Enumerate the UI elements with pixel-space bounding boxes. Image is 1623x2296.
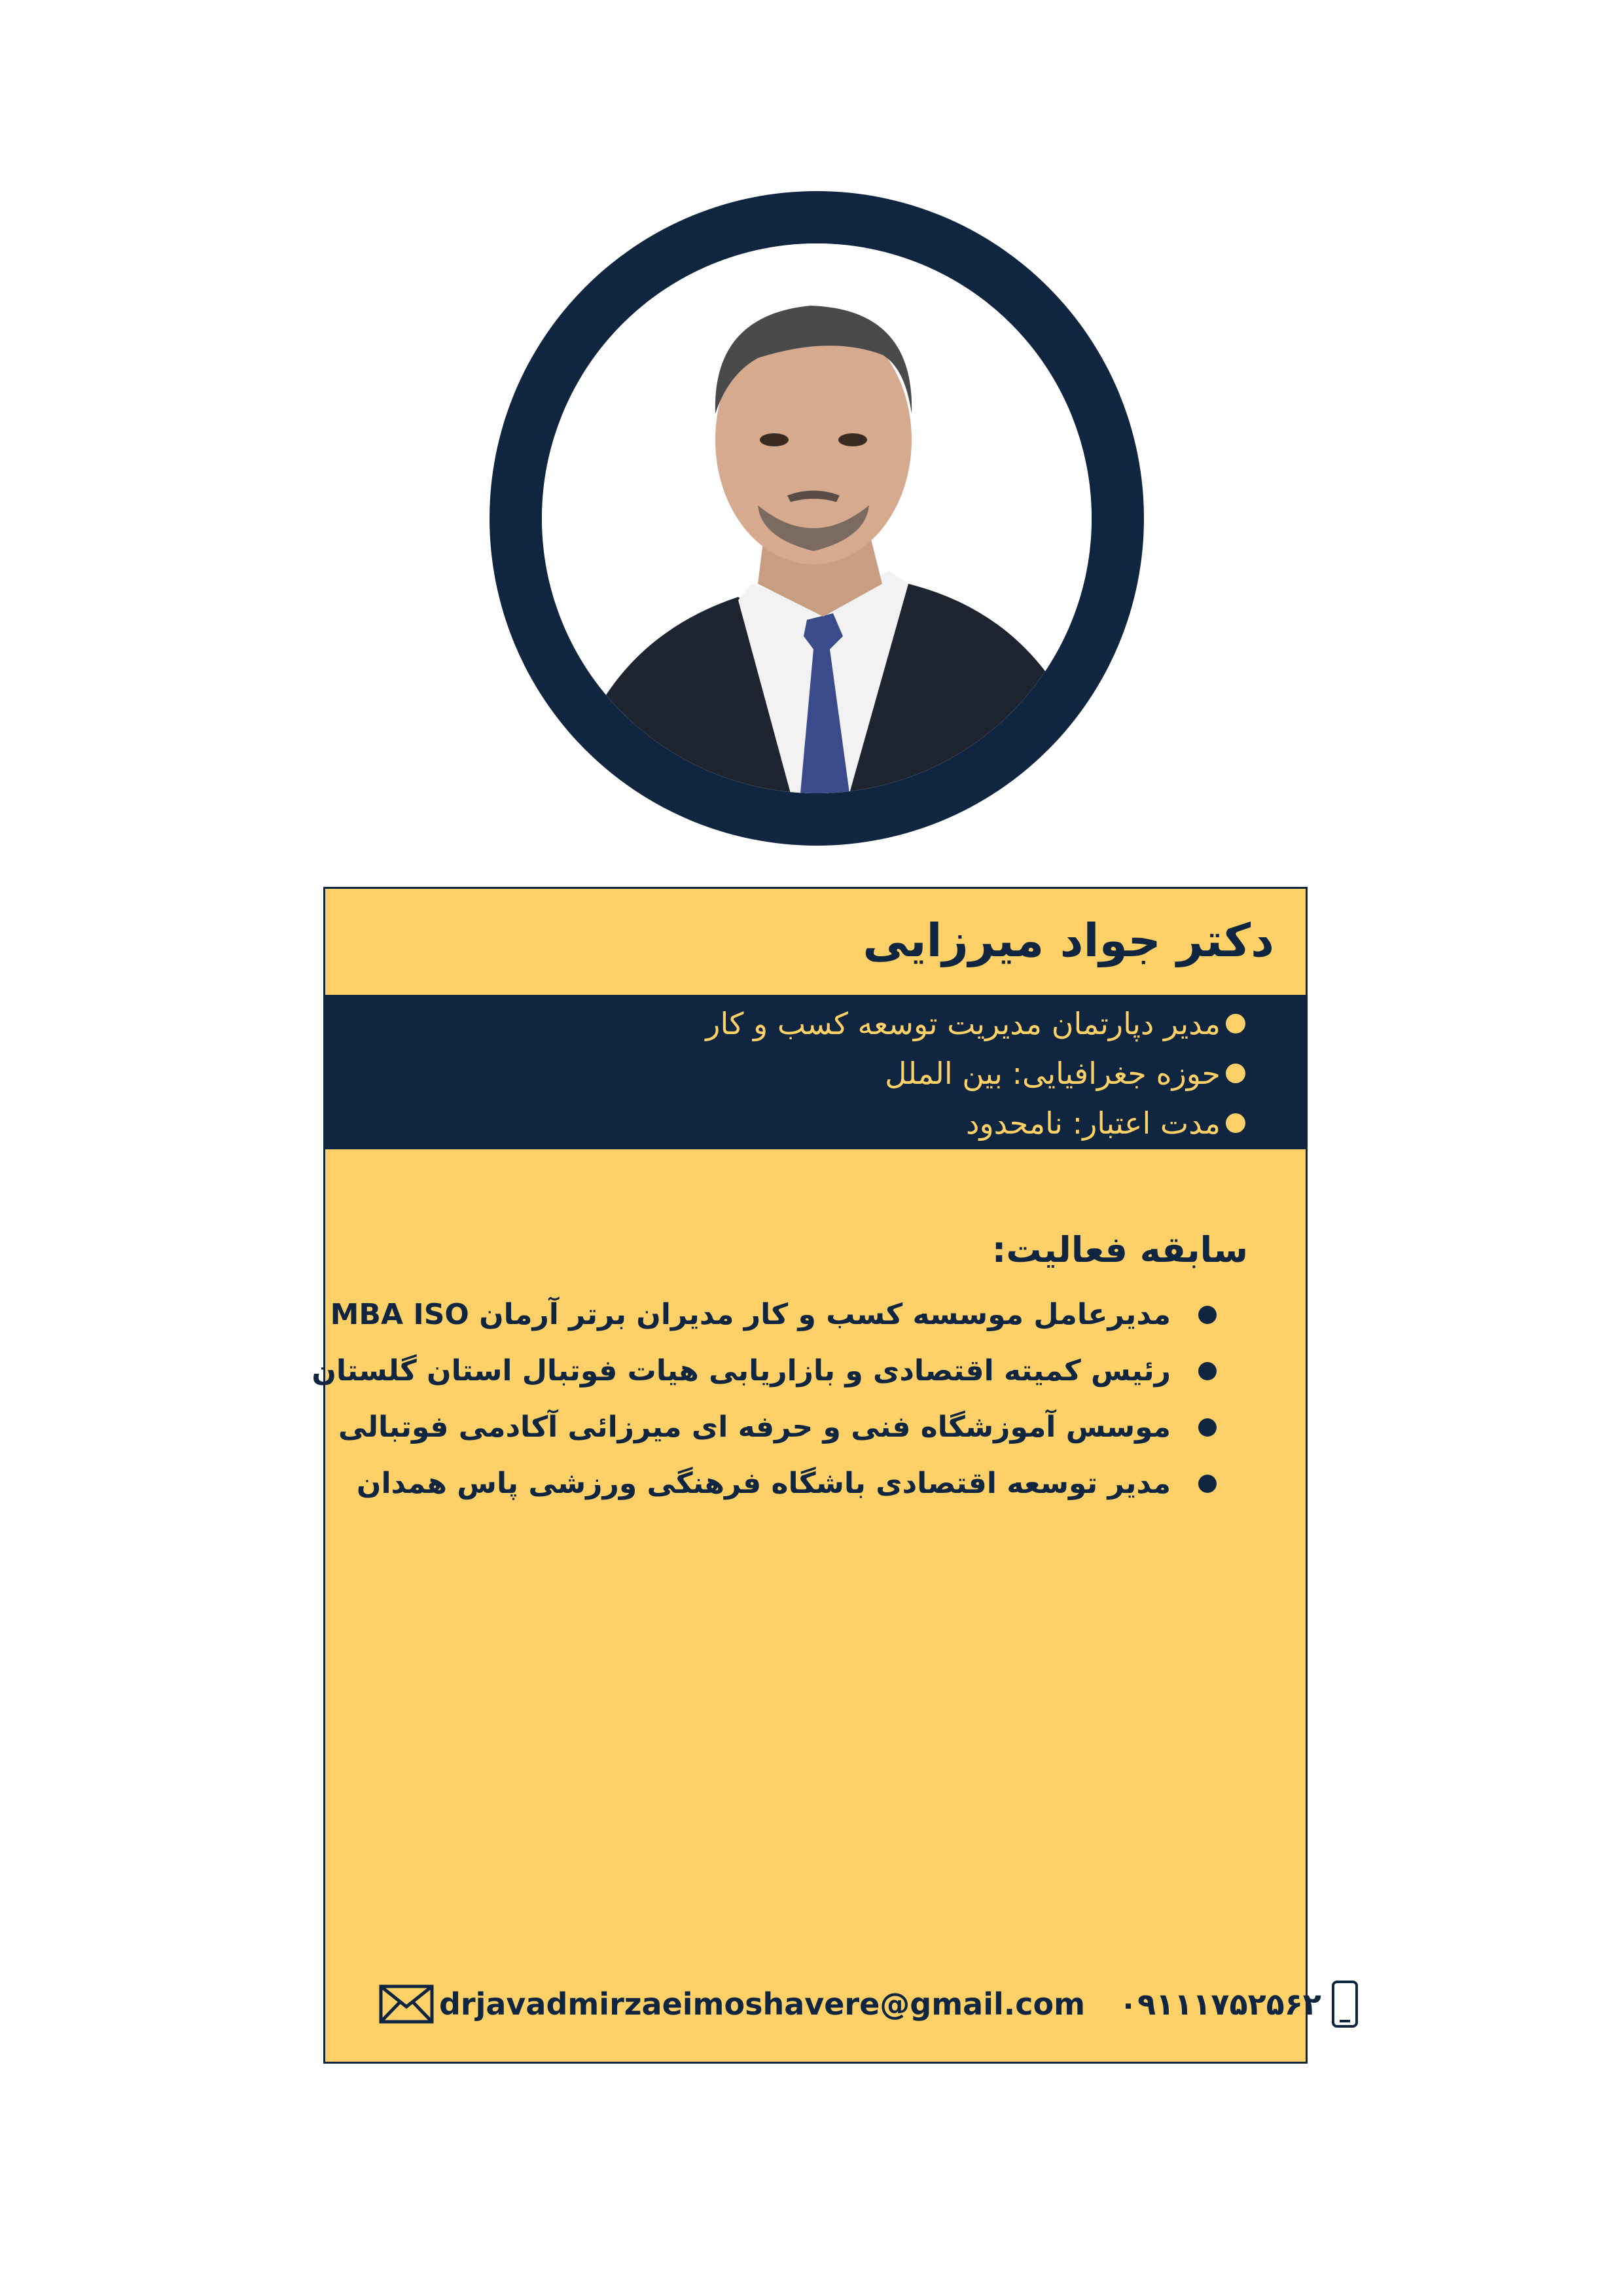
bullet-dot-icon <box>1198 1418 1217 1437</box>
contact-row <box>379 1978 1359 2030</box>
activity-item <box>312 1456 1217 1512</box>
email-link[interactable]: drjavadmirzaeimoshavere@gmail.com <box>439 1986 1086 2022</box>
activity-list <box>312 1287 1217 1512</box>
bullet-dot-icon <box>1226 1014 1245 1033</box>
highlight-text: حوزه جغرافیایی: بین الملل <box>885 1056 1221 1091</box>
highlight-item <box>705 999 1245 1049</box>
bio-card <box>312 887 1321 2064</box>
activity-text: مدیر توسعه اقتصادی باشگاه فرهنگی ورزشی پاس همدان <box>356 1467 1171 1500</box>
highlight-text: مدیر دپارتمان مدیریت توسعه کسب و کار <box>705 1006 1221 1041</box>
bullet-dot-icon <box>1198 1306 1217 1324</box>
activity-item <box>312 1287 1217 1343</box>
phone-number[interactable]: ۰۹۱۱۱۷۵۲۵۶۲ <box>1119 1986 1321 2022</box>
highlight-item <box>705 1098 1245 1148</box>
activity-item <box>312 1399 1217 1456</box>
highlight-item <box>705 1049 1245 1098</box>
activity-item <box>312 1343 1217 1399</box>
bullet-dot-icon <box>1226 1064 1245 1083</box>
bullet-dot-icon <box>1198 1362 1217 1380</box>
profile-photo <box>542 243 1092 793</box>
activity-text: رئیس کمیته اقتصادی و بازاریابی هیات فوتبال استان گلستان <box>312 1354 1171 1388</box>
profile-name: دکتر جواد میرزایی <box>863 914 1274 967</box>
activity-text: موسس آموزشگاه فنی و حرفه ای میرزائی آکادمی فوتبالی <box>338 1410 1171 1444</box>
mobile-phone-icon <box>1330 1979 1359 2029</box>
bullet-dot-icon <box>1198 1475 1217 1493</box>
highlights-list <box>705 999 1245 1148</box>
portrait-illustration <box>542 243 1092 793</box>
bullet-dot-icon <box>1226 1113 1245 1133</box>
highlights-band <box>325 995 1306 1149</box>
activity-title: سابقه فعالیت: <box>991 1229 1248 1270</box>
profile-photo-frame <box>490 191 1144 846</box>
envelope-icon <box>379 1984 434 2024</box>
activity-text: مدیرعامل موسسه کسب و کار مدیران برتر آرمان MBA ISO <box>330 1298 1171 1331</box>
highlight-text: مدت اعتبار: نامحدود <box>965 1105 1221 1141</box>
